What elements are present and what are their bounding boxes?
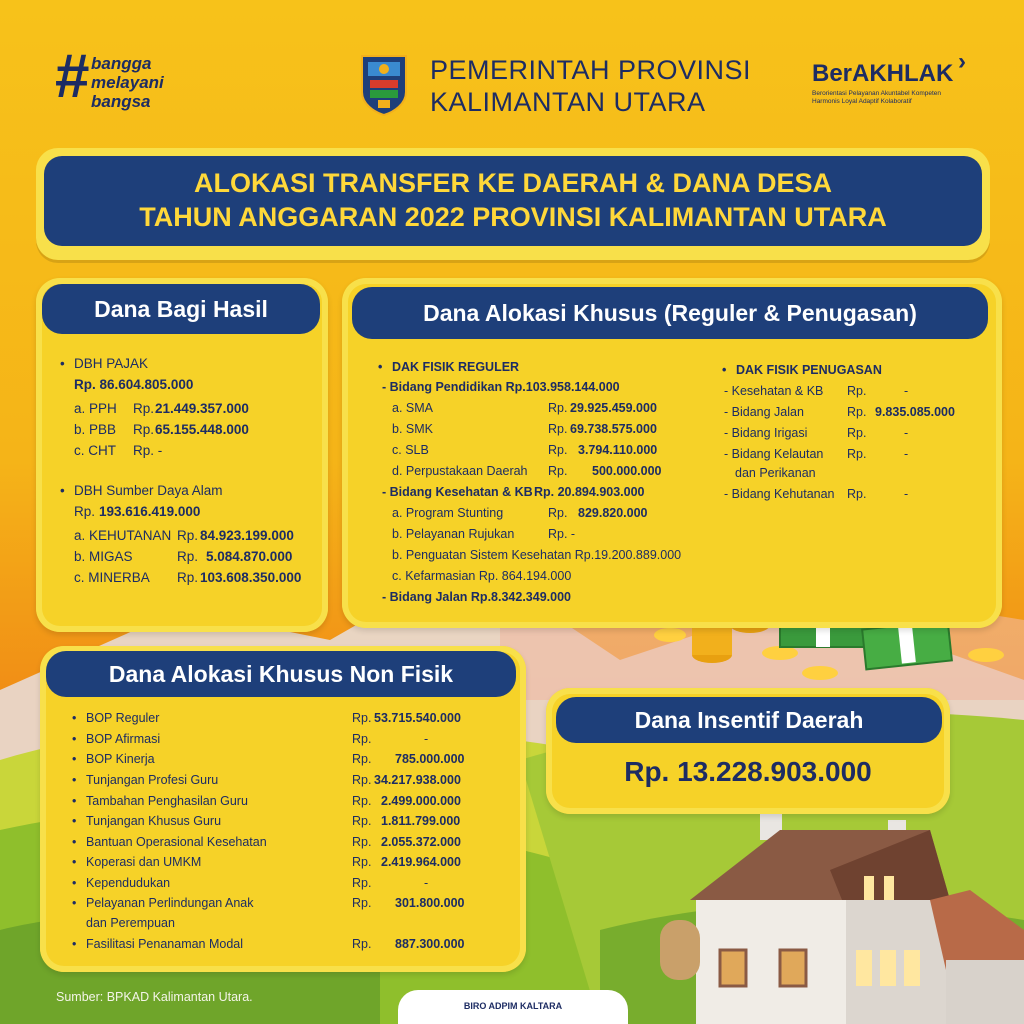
- dak-penugasan-item-value: -: [904, 426, 909, 440]
- nonfisik-item-label: • Bantuan Operasional Kesehatan: [86, 835, 267, 849]
- nonfisik-item-label: • Tunjangan Khusus Guru: [86, 814, 221, 828]
- dak-penugasan-item-label: - Bidang Kehutanan: [724, 487, 835, 501]
- dbh-sda-total-rp: Rp.: [74, 504, 96, 519]
- dak-pendidikan-item-rp: Rp.: [548, 422, 568, 436]
- dak-pendidikan-item-rp: Rp.: [548, 464, 568, 478]
- dak-kesehatan-item-value: 829.820.000: [578, 506, 648, 520]
- dbh-sda-item-rp: Rp.: [177, 528, 199, 543]
- dak-pendidikan-item-label: c. SLB: [392, 443, 429, 457]
- dbh-pajak-item-rp: Rp. -: [133, 443, 163, 458]
- dak-penugasan-item-label: - Bidang Kelautan: [724, 447, 824, 461]
- dak-penugasan-item-value: 9.835.085.000: [875, 405, 955, 419]
- dbh-pajak-item-label: b. PBB: [74, 422, 117, 437]
- title-line: TAHUN ANGGARAN 2022 PROVINSI KALIMANTAN UTARA: [139, 202, 887, 232]
- dbh-sda-item-value: 103.608.350.000: [200, 570, 302, 585]
- nonfisik-item-rp: Rp.: [352, 896, 372, 910]
- nonfisik-item-value: 1.811.799.000: [381, 814, 461, 828]
- dak-pendidikan-item-rp: Rp.: [548, 443, 568, 457]
- nonfisik-item-rp: Rp.: [352, 814, 372, 828]
- dak-pendidikan-item-label: d. Perpustakaan Daerah: [392, 464, 528, 478]
- nonfisik-item-label: • BOP Reguler: [86, 711, 159, 725]
- dak-pendidikan-item-label: b. SMK: [392, 422, 433, 436]
- nonfisik-item-rp: Rp.: [352, 855, 372, 869]
- dbh-sda-item-label: b. MIGAS: [74, 549, 133, 564]
- dbh-heading: Dana Bagi Hasil: [42, 284, 320, 334]
- akhlak-brand: BerAKHLAK: [812, 60, 954, 87]
- nonfisik-item-value: 2.055.372.000: [381, 835, 461, 849]
- nonfisik-item-rp: Rp.: [352, 711, 372, 725]
- dbh-sda-total: 193.616.419.000: [99, 504, 201, 519]
- berakhlak-logo: [812, 50, 982, 110]
- title-line: ALOKASI TRANSFER KE DAERAH & DANA DESA: [193, 168, 833, 198]
- dak-kesehatan-label: - Bidang Kesehatan & KB: [382, 485, 533, 499]
- dak-kesehatan-item-label: b. Pelayanan Rujukan: [392, 527, 515, 541]
- nonfisik-item-label: • Kependudukan: [86, 876, 170, 890]
- nonfisik-item-value: 2.499.000.000: [381, 794, 461, 808]
- dak-pendidikan-item-value: 3.794.110.000: [578, 443, 658, 457]
- dbh-pajak-total: Rp. 86.604.805.000: [74, 377, 194, 392]
- nonfisik-item-rp: Rp.: [352, 794, 372, 808]
- dbh-sda-item-value: 84.923.199.000: [200, 528, 294, 543]
- dbh-sda-label: • DBH Sumber Daya Alam: [74, 483, 223, 498]
- dak-reguler-label: • DAK FISIK REGULER: [392, 360, 519, 374]
- dak-penugasan-item-value: -: [904, 384, 909, 398]
- nonfisik-item-value: -: [424, 876, 429, 890]
- akhlak-tagline: Harmonis Loyal Adaptif Kolaboratif: [812, 98, 912, 105]
- dbh-pajak-item-value: 65.155.448.000: [155, 422, 249, 437]
- nonfisik-heading: Dana Alokasi Khusus Non Fisik: [46, 651, 516, 697]
- dak-penugasan-item-value: -: [904, 447, 909, 461]
- nonfisik-item-value: 34.217.938.000: [374, 773, 461, 787]
- dbh-pajak-item-label: a. PPH: [74, 401, 117, 416]
- dak-penugasan-item-rp: Rp.: [847, 447, 867, 461]
- dbh-pajak-item-rp: Rp.: [133, 401, 155, 416]
- dak-penugasan-item-rp: Rp.: [847, 384, 867, 398]
- nonfisik-item-label: • Tunjangan Profesi Guru: [86, 773, 218, 787]
- dak-penguatan-line: b. Penguatan Sistem Kesehatan Rp.19.200.889.000: [392, 548, 682, 562]
- source-note: Sumber: BPKAD Kalimantan Utara.: [56, 990, 253, 1004]
- nonfisik-item-rp: Rp.: [352, 752, 372, 766]
- insentif-heading: Dana Insentif Daerah: [556, 697, 942, 743]
- insentif-value: Rp. 13.228.903.000: [624, 756, 872, 787]
- nonfisik-item-value: 53.715.540.000: [374, 711, 461, 725]
- hashtag-line: bangsa: [91, 92, 151, 111]
- hashtag-line: melayani: [91, 73, 164, 92]
- dak-pendidikan-item-value: 29.925.459.000: [570, 401, 657, 415]
- dak-pendidikan-item-value: 69.738.575.000: [570, 422, 657, 436]
- dak-pendidikan-item-value: 500.000.000: [592, 464, 662, 478]
- province-emblem-icon: [358, 52, 410, 116]
- dak-pendidikan-item-label: a. SMA: [392, 401, 433, 415]
- nonfisik-item-label: • BOP Kinerja: [86, 752, 155, 766]
- dak-penugasan-item-label: - Kesehatan & KB: [724, 384, 824, 398]
- dak-pendidikan-item-rp: Rp.: [548, 401, 568, 415]
- gov-line: KALIMANTAN UTARA: [430, 87, 706, 117]
- nonfisik-item-rp: Rp.: [352, 876, 372, 890]
- hashtag-line: bangga: [91, 54, 152, 73]
- nonfisik-item-label: • Pelayanan Perlindungan Anak: [86, 896, 254, 910]
- house-illustration: [630, 810, 1024, 1024]
- chevron-right-icon: ›: [958, 48, 966, 75]
- government-name: [430, 54, 751, 118]
- nonfisik-item-rp: Rp.: [352, 773, 372, 787]
- dbh-sda-item-rp: Rp.: [177, 570, 199, 585]
- nonfisik-item-rp: Rp.: [352, 937, 372, 951]
- dak-penugasan-item-rp: Rp.: [847, 487, 867, 501]
- nonfisik-item-label: • Fasilitasi Penanaman Modal: [86, 937, 243, 951]
- nonfisik-item-label: dan Perempuan: [86, 916, 175, 930]
- dak-kefarmasian-line: c. Kefarmasian Rp. 864.194.000: [392, 569, 572, 583]
- dak-pendidikan-label: - Bidang Pendidikan Rp.103.958.144.000: [382, 380, 620, 394]
- credit-label: BIRO ADPIM KALTARA: [463, 1001, 563, 1011]
- dak-heading: Dana Alokasi Khusus (Reguler & Penugasan): [352, 287, 988, 339]
- akhlak-tagline: Berorientasi Pelayanan Akuntabel Kompeten: [812, 90, 942, 97]
- page-title: [44, 166, 982, 234]
- nonfisik-item-value: 887.300.000: [395, 937, 465, 951]
- dbh-pajak-item-value: 21.449.357.000: [155, 401, 249, 416]
- gov-line: PEMERINTAH PROVINSI: [430, 55, 752, 85]
- hashtag-logo: [55, 42, 205, 118]
- dbh-sda-item-rp: Rp.: [177, 549, 199, 564]
- dak-kesehatan-item-rp: Rp. -: [548, 527, 576, 541]
- dak-penugasan-item-label: dan Perikanan: [735, 466, 816, 480]
- dak-kesehatan-item-rp: Rp.: [548, 506, 568, 520]
- nonfisik-item-label: • BOP Afirmasi: [86, 732, 160, 746]
- dak-kesehatan-value: Rp. 20.894.903.000: [534, 485, 645, 499]
- hash-icon: #: [55, 42, 90, 111]
- dak-penugasan-item-value: -: [904, 487, 909, 501]
- nonfisik-item-value: 2.419.964.000: [381, 855, 461, 869]
- dak-penugasan-item-label: - Bidang Irigasi: [724, 426, 808, 440]
- dak-penugasan-item-rp: Rp.: [847, 405, 867, 419]
- dak-jalan-label: - Bidang Jalan Rp.8.342.349.000: [382, 590, 571, 604]
- dbh-pajak-item-rp: Rp.: [133, 422, 155, 437]
- dbh-pajak-label: • DBH PAJAK: [74, 356, 148, 371]
- dak-kesehatan-item-label: a. Program Stunting: [392, 506, 504, 520]
- nonfisik-item-label: • Tambahan Penghasilan Guru: [86, 794, 248, 808]
- dak-penugasan-item-rp: Rp.: [847, 426, 867, 440]
- dbh-sda-item-label: a. KEHUTANAN: [74, 528, 172, 543]
- dbh-sda-item-value: 5.084.870.000: [206, 549, 293, 564]
- dbh-sda-item-label: c. MINERBA: [74, 570, 150, 585]
- nonfisik-item-rp: Rp.: [352, 835, 372, 849]
- nonfisik-item-value: -: [424, 732, 429, 746]
- nonfisik-item-value: 301.800.000: [395, 896, 465, 910]
- dak-penugasan-label: • DAK FISIK PENUGASAN: [736, 363, 882, 377]
- dbh-pajak-item-label: c. CHT: [74, 443, 116, 458]
- nonfisik-item-label: • Koperasi dan UMKM: [86, 855, 201, 869]
- nonfisik-item-value: 785.000.000: [395, 752, 465, 766]
- nonfisik-item-rp: Rp.: [352, 732, 372, 746]
- dak-penugasan-item-label: - Bidang Jalan: [724, 405, 804, 419]
